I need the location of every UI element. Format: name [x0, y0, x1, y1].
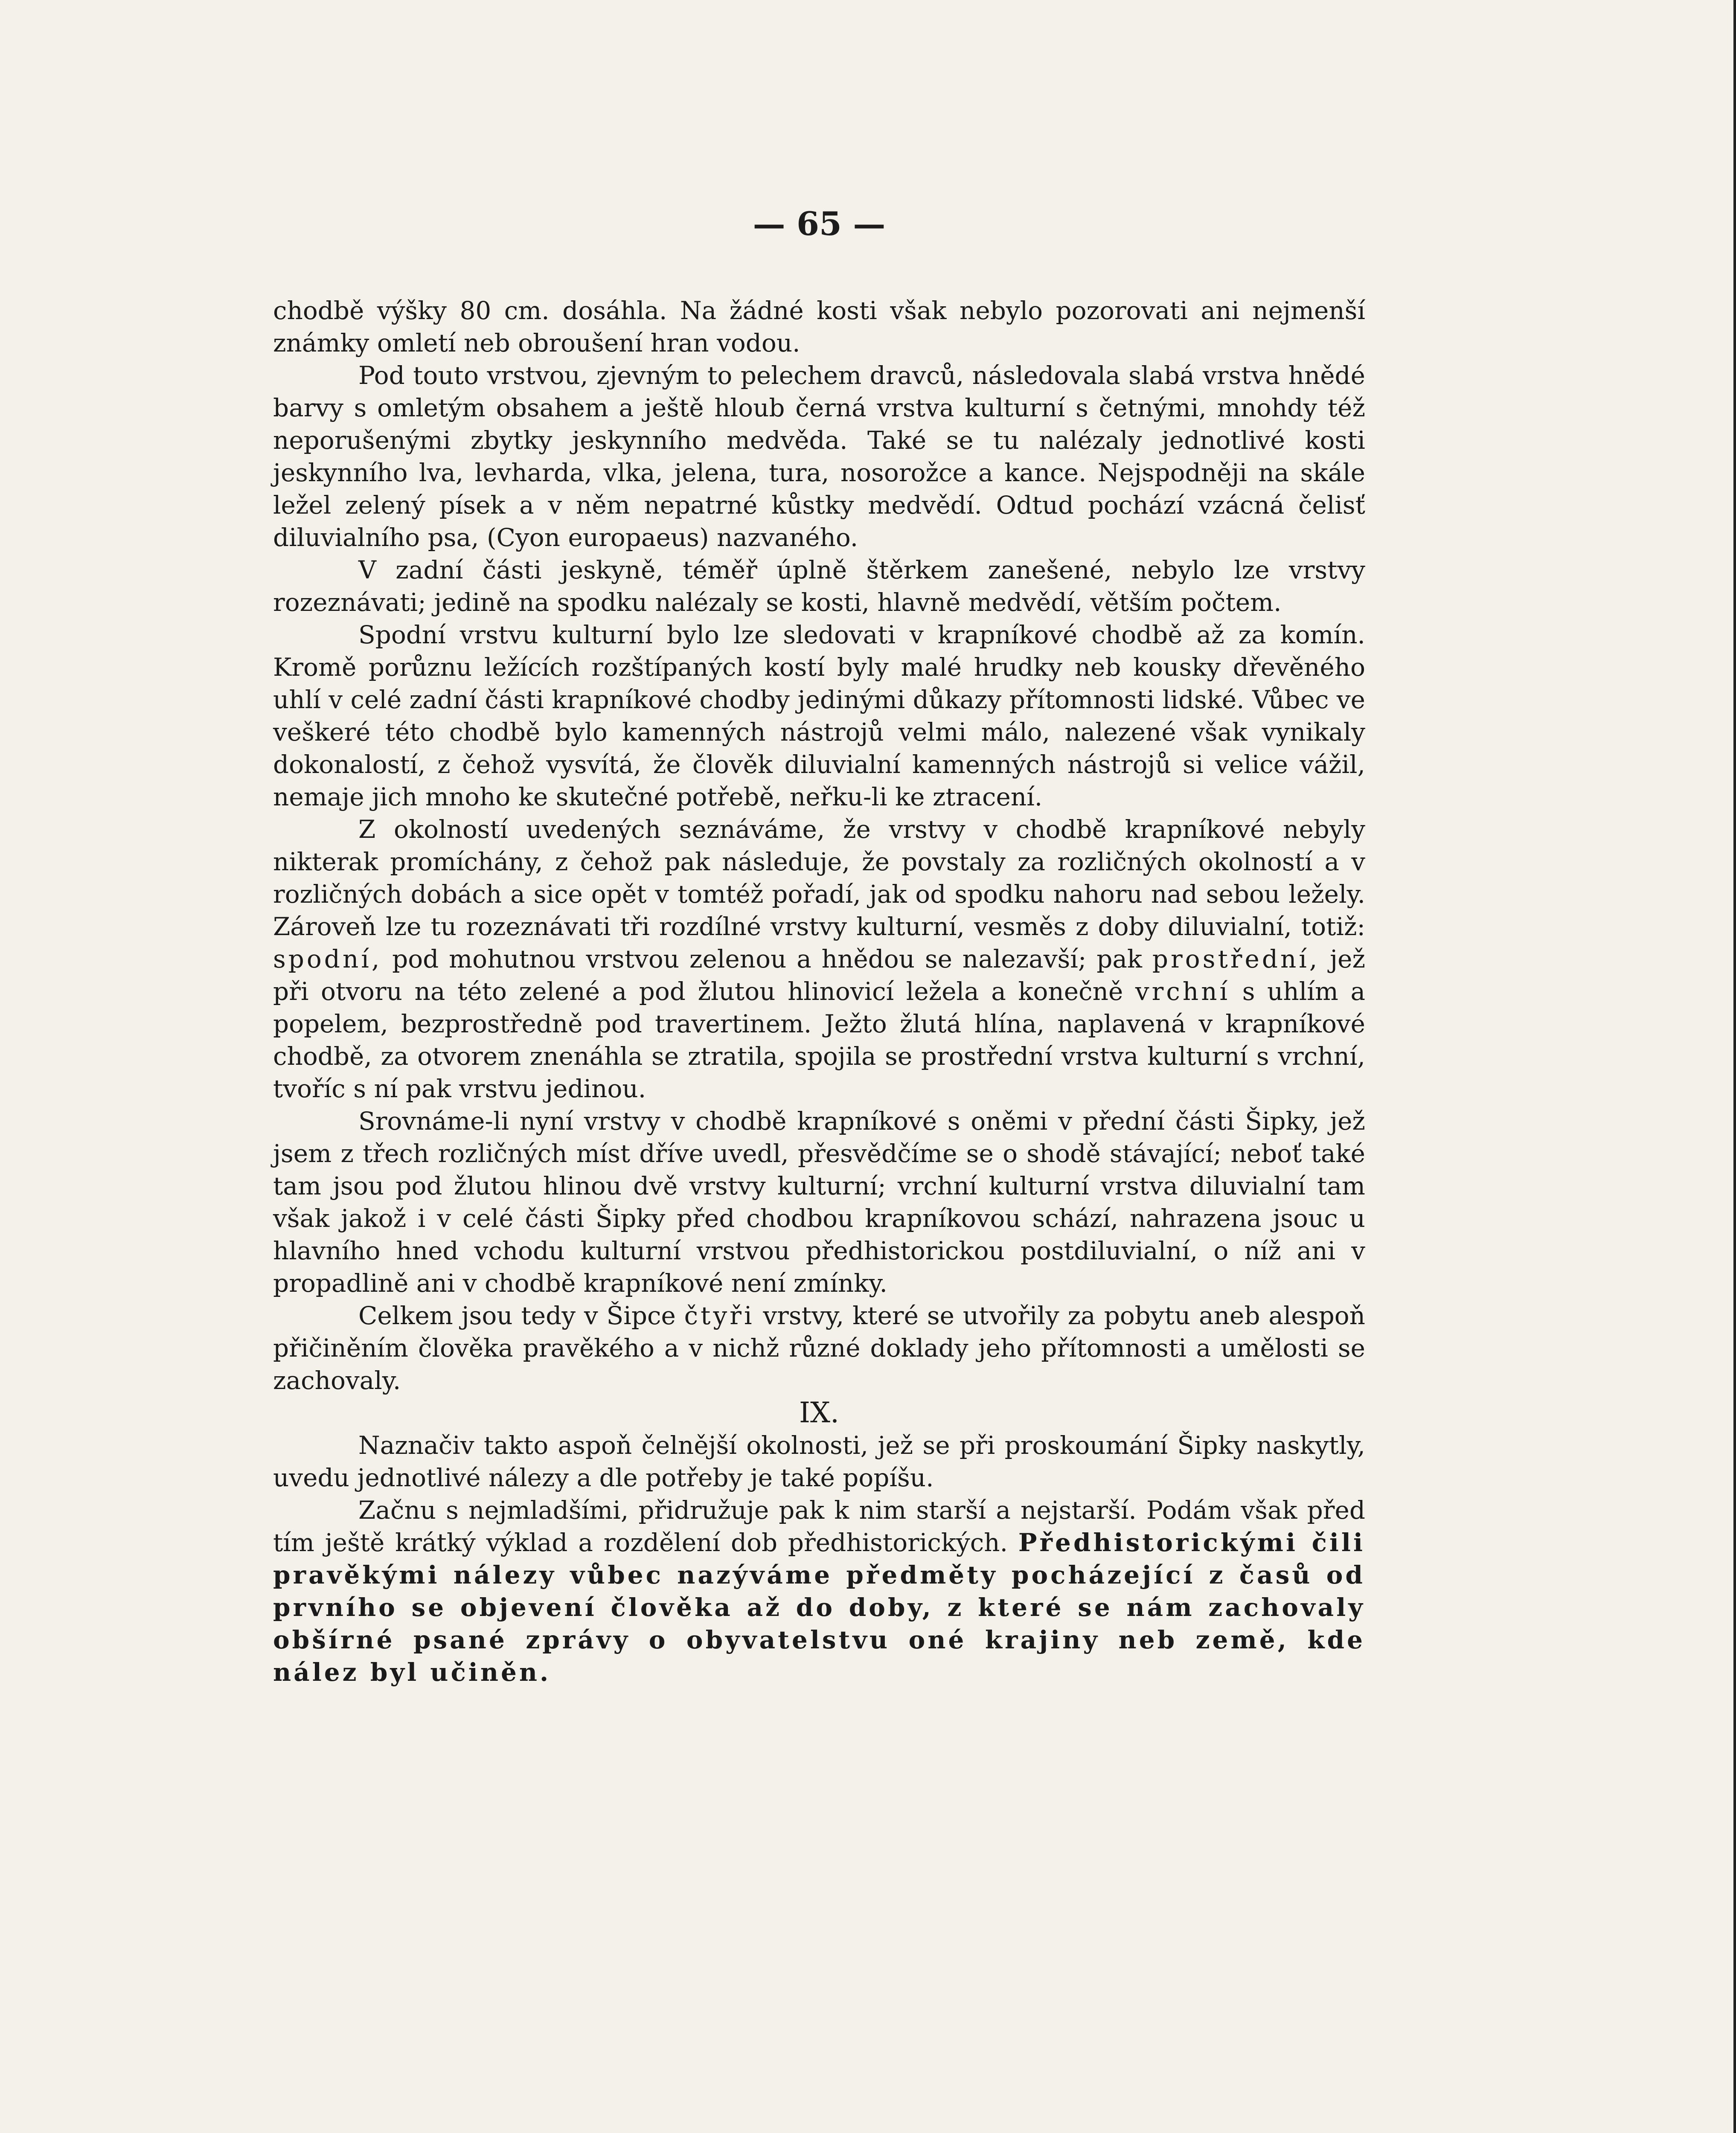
paragraph-7-part-a: Celkem jsou tedy v Šipce [358, 1301, 676, 1330]
paragraph-1: chodbě výšky 80 cm. dosáhla. Na žádné kosti však nebylo pozorovati ani nejmenší známky omletí neb obroušení hran vodou. [273, 296, 1365, 357]
body-text [273, 294, 1365, 1688]
term-ctyri: čtyři [684, 1301, 755, 1330]
term-spodni: spodní, [273, 944, 382, 974]
page-number: — 65 — [753, 205, 886, 243]
paragraph-5-part-d: s uhlím a popelem, bezprostředně pod travertinem. Ježto žlutá hlína, naplavená v krapníkové chodbě, za otvorem znenáhla se ztratila, spojila se prostřední vrstva kulturní s vrchní, tvoříc s ní pak vrstvu jedinou. [273, 977, 1366, 1103]
paragraph-4: Spodní vrstvu kulturní bylo lze sledovati v krapníkové chodbě až za komín. Kromě porůznu ležících rozštípaných kostí byly malé hrudky neb kousky dřevěného uhlí v celé zadní části krapníkové chodby jedinými důkazy přítomnosti lidské. Vůbec ve veškeré této chodbě bylo kamenných nástrojů velmi málo, nalezené však vynikaly dokonalostí, z čehož vysvítá, že člověk diluvialní kamenných nástrojů si velice vážil, nemaje jich mnoho ke skutečné potřebě, neřku-li ke ztracení. [273, 620, 1365, 811]
paragraph-5 [273, 813, 1365, 1105]
term-vrchni: vrchní [1135, 977, 1230, 1006]
page-edge-shadow [1733, 0, 1736, 2133]
paragraph-5-part-b: pod mohutnou vrstvou zelenou a hnědou se nalezavší; pak [392, 944, 1143, 974]
section-heading: IX. [799, 1396, 840, 1429]
paragraph-7-part-b: vrstvy, které se utvořily za pobytu aneb alespoň přičiněním člověka pravěkého a v nichž různé doklady jeho přítomnosti a umělosti se zachovaly. [273, 1301, 1366, 1395]
paragraph-3: V zadní části jeskyně, téměř úplně štěrkem zanešené, nebylo lze vrstvy rozeznávati; jedině na spodku nalézaly se kosti, hlavně medvědí, větším počtem. [273, 555, 1365, 617]
paragraph-6: Srovnáme-li nyní vrstvy v chodbě krapníkové s oněmi v přední části Šipky, jež jsem z třech rozličných míst dříve uvedl, přesvědčíme se o shodě stávající; neboť také tam jsou pod žlutou hlinou dvě vrstvy kulturní; vrchní kulturní vrstva diluvialní tam však jakož i v celé části Šipky před chodbou krapníkovou schází, nahrazena jsouc u hlavního hned vchodu kulturní vrstvou předhistorickou postdiluvialní, o níž ani v propadlině ani v chodbě krapníkové není zmínky. [273, 1107, 1365, 1298]
paragraph-9-part-a: Začnu s nejmladšími, přidružuje pak k nim starší a nejstarší. Podám však před tím ještě krátký výklad a rozdělení dob předhistorických. [273, 1496, 1365, 1557]
paragraph-5-part-c: jež při otvoru na této zelené a pod žlutou hlinovicí ležela a konečně [273, 944, 1366, 1006]
paragraph-8: Naznačiv takto aspoň čelnější okolnosti, jež se při proskoumání Šipky naskytly, uvedu jednotlivé nálezy a dle potřeby je také popíšu. [273, 1431, 1365, 1492]
paragraph-7 [273, 1299, 1365, 1397]
definition-spaced: Předhistorickými čili pravěkými nálezy vůbec nazýváme předměty pocházející z časů od prvního se objevení člověka až do doby, z které se nám zachovaly obšírné psané zprávy o obyvatelstvu oné krajiny neb země, kde nález byl učiněn. [273, 1528, 1365, 1687]
term-prostredni: prostřední, [1152, 944, 1320, 974]
paragraph-5-part-a: Z okolností uvedených seznáváme, že vrstvy v chodbě krapníkové nebyly nikterak promíchány, z čehož pak následuje, že povstaly za rozličných okolností a v rozličných dobách a sice opět v tomtéž pořadí, jak od spodku nahoru nad sebou ležely. Zároveň lze tu rozeznávati tři rozdílné vrstvy kulturní, vesměs z doby diluvialní, totiž: [273, 815, 1365, 941]
paragraph-9 [273, 1494, 1365, 1688]
paragraph-2: Pod touto vrstvou, zjevným to pelechem dravců, následovala slabá vrstva hnědé barvy s omletým obsahem a ještě hloub černá vrstva kulturní s četnými, mnohdy též neporušenými zbytky jeskynního medvěda. Také se tu nalézaly jednotlivé kosti jeskynního lva, levharda, vlka, jelena, tura, nosorožce a kance. Nejspodněji na skále ležel zelený písek a v něm nepatrné kůstky medvědí. Odtud pochází vzácná čelisť diluvialního psa, (Cyon europaeus) nazvaného. [273, 361, 1365, 552]
